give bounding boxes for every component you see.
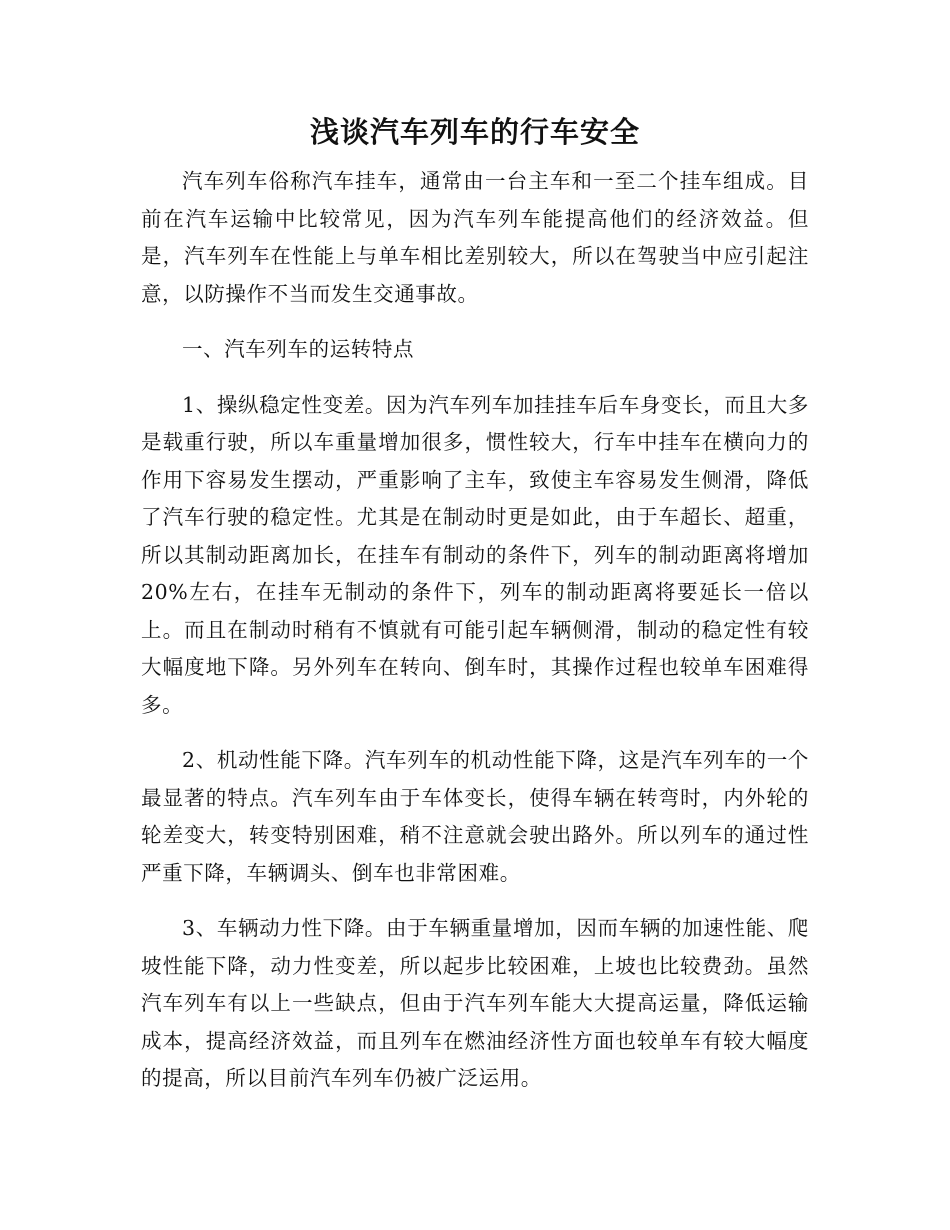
paragraph-intro: 汽车列车俗称汽车挂车，通常由一台主车和一至二个挂车组成。目前在汽车运输中比较常见，因为汽车列车能提高他们的经济效益。但是，汽车列车在性能上与单车相比差别较大，所以在驾驶当中应引起注意，以防操作不当而发生交通事故。 <box>141 169 809 306</box>
paragraph-point-3: 3、车辆动力性下降。由于车辆重量增加，因而车辆的加速性能、爬坡性能下降，动力性变差，所以起步比较困难，上坡也比较费劲。虽然汽车列车有以上一些缺点，但由于汽车列车能大大提高运量，降低运输成本，提高经济效益，而且列车在燃油经济性方面也较单车有较大幅度的提高，所以目前汽车列车仍被广泛运用。 <box>141 916 809 1090</box>
document-body <box>141 163 809 1116</box>
document-title: 浅谈汽车列车的行车安全 <box>309 115 640 149</box>
paragraph-point-1: 1、操纵稳定性变差。因为汽车列车加挂挂车后车身变长，而且大多是载重行驶，所以车重量增加很多，惯性较大，行车中挂车在横向力的作用下容易发生摆动，严重影响了主车，致使主车容易发生侧滑，降低了汽车行驶的稳定性。尤其是在制动时更是如此，由于车超长、超重，所以其制动距离加长，在挂车有制动的条件下，列车的制动距离将增加20%左右，在挂车无制动的条件下，列车的制动距离将要延长一倍以上。而且在制动时稍有不慎就有可能引起车辆侧滑，制动的稳定性有较大幅度地下降。另外列车在转向、倒车时，其操作过程也较单车困难得多。 <box>141 392 809 717</box>
paragraph-point-2: 2、机动性能下降。汽车列车的机动性能下降，这是汽车列车的一个最显著的特点。汽车列车由于车体变长，使得车辆在转弯时，内外轮的轮差变大，转变特别困难，稍不注意就会驶出路外。所以列车的通过性严重下降，车辆调头、倒车也非常困难。 <box>141 748 809 885</box>
section-heading: 一、汽车列车的运转特点 <box>182 337 415 361</box>
